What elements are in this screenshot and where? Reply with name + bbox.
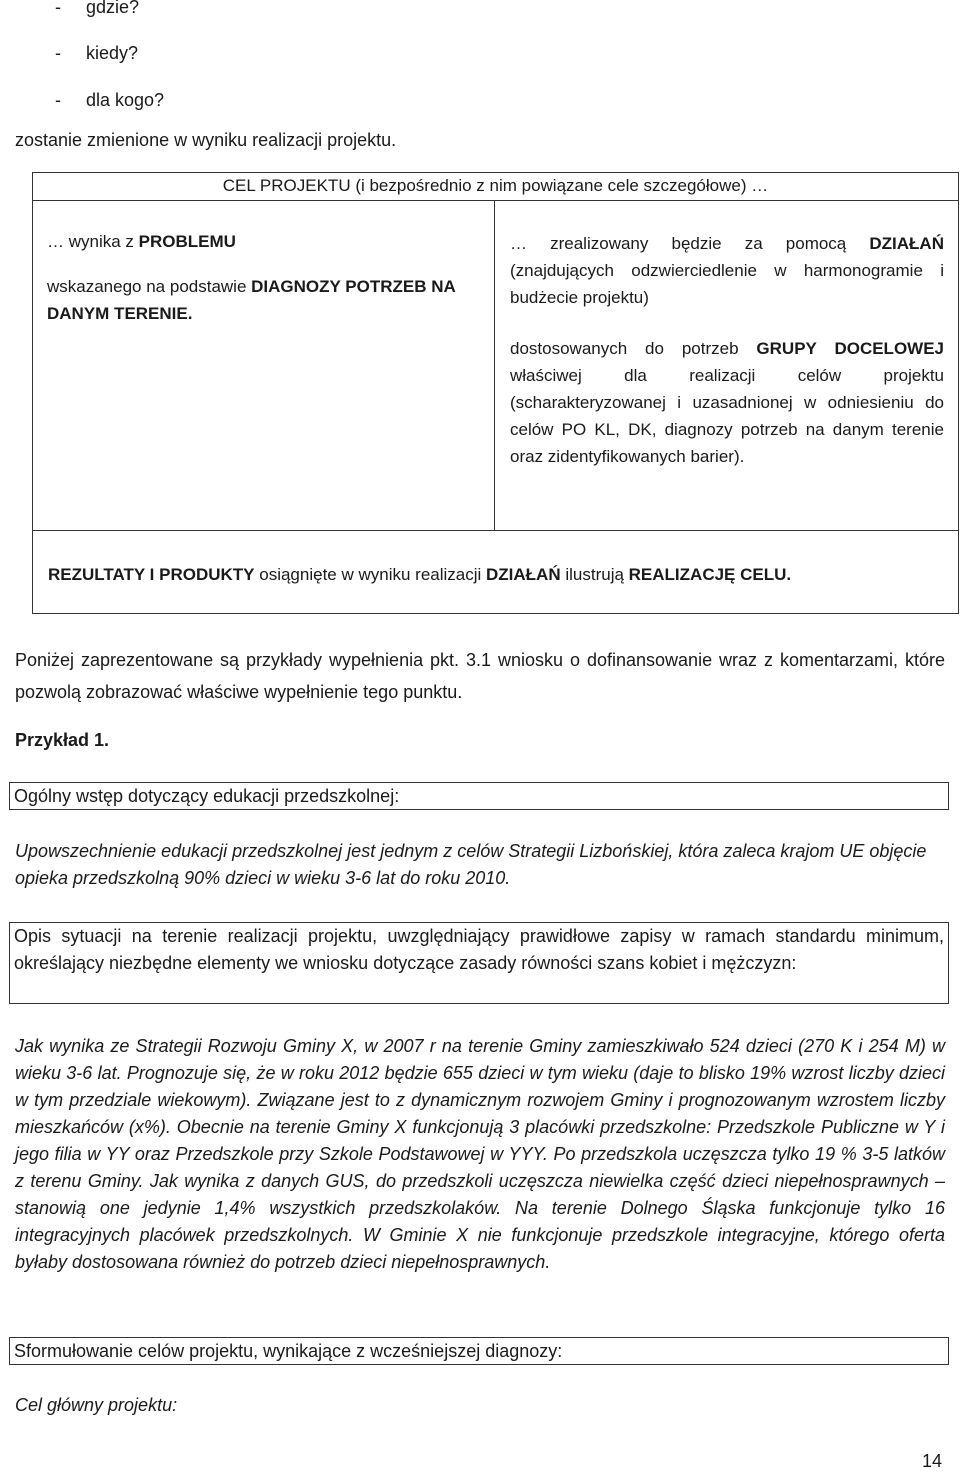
example-title: Przykład 1. [15, 730, 110, 750]
page-number: 14 [922, 1451, 943, 1471]
diagram-divider [32, 530, 959, 531]
diagram-right-cell: … zrealizowany będzie za pomocą DZIAŁAŃ (znajdujących odzwierciedlenie w harmonogramie i budżecie projektu) dostosowanych do potrzeb GRUPY DOCELOWEJ właściwej dla realizacji celów projektu (scharakteryzowanej i uzasadnionej w odniesieniu do celów PO KL, DK, diagnozy potrzeb na danym terenie oraz zidentyfikowanych barier). [510, 234, 945, 466]
diagram-left-cell: … wynika z PROBLEMU wskazanego na podstawie DIAGNOZY POTRZEB NA DANYM TERENIE. [47, 232, 456, 323]
diagram-header: CEL PROJEKTU (i bezpośrednio z nim powiązane cele szczegółowe) … [222, 176, 769, 195]
list-item: - dla kogo? [55, 90, 165, 110]
section-label-box [9, 922, 949, 1004]
list-item: - kiedy? [55, 43, 139, 63]
section-label: Opis sytuacji na terenie realizacji projektu, uwzględniający prawidłowe zapisy w ramach standardu minimum, określający niezbędne elementy we wniosku dotyczące zasady równości szans kobiet i mężczyzn: [14, 926, 944, 973]
section-label-box [9, 1337, 949, 1365]
section-label: Ogólny wstęp dotyczący edukacji przedszkolnej: [14, 786, 400, 806]
intro-paragraph: Poniżej zaprezentowane są przykłady wypełnienia pkt. 3.1 wniosku o dofinansowanie wraz z komentarzami, które pozwolą zobrazować właściwe wypełnienie tego punktu. [15, 650, 945, 702]
diagram-footer: REZULTATY I PRODUKTY osiągnięte w wyniku realizacji DZIAŁAŃ ilustrują REALIZACJĘ CELU. [48, 565, 792, 584]
section-label: Sformułowanie celów projektu, wynikające z wcześniejszej diagnozy: [14, 1341, 563, 1361]
diagram-column-divider [494, 200, 495, 530]
section-body: Jak wynika ze Strategii Rozwoju Gminy X, w 2007 r na terenie Gminy zamieszkiwało 524 dzieci (270 K i 254 M) w wieku 3-6 lat. Prognozuje się, że w roku 2012 będzie 655 dzieci w tym wieku (daje to blisko 19% wzrost liczby dzieci w tym przedziale wiekowym). Związane jest to z dynamicznym rozwojem Gminy i prognozowanym wzrostem liczby mieszkańców (x%). Obecnie na terenie Gminy X funkcjonują 3 placówki przedszkolne: Przedszkole Publiczne w Y i jego filia w YY oraz Przedszkole przy Szkole Podstawowej w YYY. Po przedszkola uczęszcza tylko 19 % 3-5 latków z terenu Gminy. Jak wynika z danych GUS, do przedszkoli uczęszcza niewielka część dzieci niepełnosprawnych – stanowią one jedynie 1,4% wszystkich przedszkolaków. Na terenie Dolnego Śląska funkcjonuje tylko 16 integracyjnych placówek przedszkolnych. W Gminie X nie funkcjonuje przedszkole integracyjne, którego oferta byłaby dostosowana również do potrzeb dzieci niepełnosprawnych. [15, 1036, 945, 1272]
list-item: - gdzie? [55, 0, 140, 17]
section-label-box [9, 782, 949, 810]
list-tail: zostanie zmienione w wyniku realizacji projektu. [15, 130, 397, 150]
section-body: Upowszechnienie edukacji przedszkolnej jest jednym z celów Strategii Lizbońskiej, która zaleca krajom UE objęcie opieka przedszkolną 90% dzieci w wieku 3-6 lat do roku 2010. [15, 841, 927, 888]
section-subheading: Cel główny projektu: [15, 1395, 178, 1415]
